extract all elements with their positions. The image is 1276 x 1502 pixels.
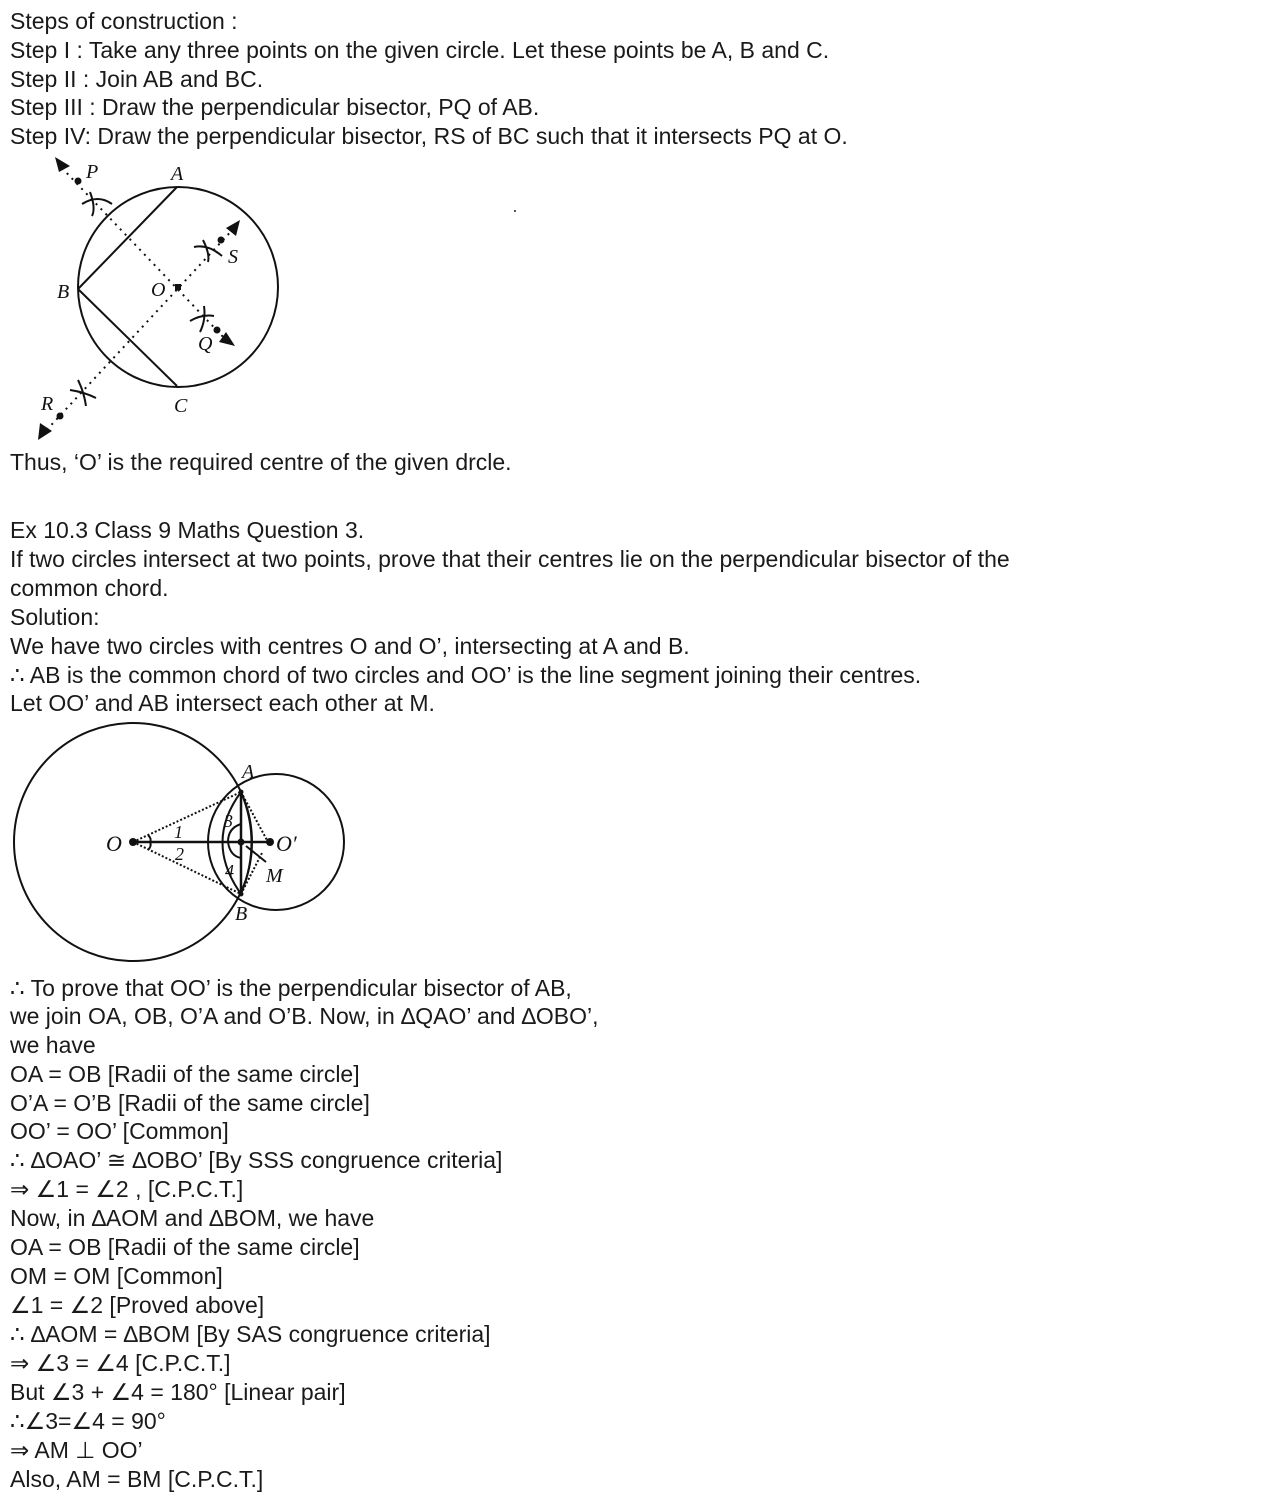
line-o-prime-a: [241, 792, 268, 842]
point-p: [75, 178, 82, 185]
label-q: Q: [198, 333, 213, 355]
arrow-q: [219, 332, 235, 346]
arc-mark: [90, 192, 94, 216]
proof-line-3: we have: [10, 1032, 96, 1058]
question-title: Ex 10.3 Class 9 Maths Question 3.: [10, 517, 365, 543]
step-4: Step IV: Draw the perpendicular bisector, RS of BC such that it intersects PQ at O.: [10, 123, 848, 149]
label-angle-3: 3: [224, 811, 233, 831]
label-angle-4: 4: [225, 861, 234, 881]
point-a: [239, 790, 244, 795]
proof-line-8: ⇒ ∠1 = ∠2 , [C.P.C.T.]: [10, 1176, 244, 1202]
point-o-prime-centre: [266, 838, 274, 846]
arc-mark: [200, 306, 205, 332]
proof-line-11: OM = OM [Common]: [10, 1263, 223, 1289]
arc-mark: [190, 316, 214, 321]
pointer-m: [246, 846, 266, 862]
proof-line-1: ∴ To prove that OO’ is the perpendicular bisector of AB,: [10, 975, 572, 1001]
point-s: [218, 237, 225, 244]
bisector-rs: [42, 226, 236, 435]
question-text-1: If two circles intersect at two points, prove that their centres lie on the perpendicular bisector of the: [10, 546, 1010, 572]
proof-line-17: ⇒ AM ⊥ OO’: [10, 1437, 143, 1463]
label-c: C: [174, 395, 188, 417]
solution-intro-1: We have two circles with centres O and O’, intersecting at A and B.: [10, 633, 690, 659]
proof-line-6: OO’ = OO’ [Common]: [10, 1118, 229, 1144]
label-angle-2: 2: [175, 844, 184, 864]
point-o-centre: [129, 838, 137, 846]
solution-label: Solution:: [10, 604, 100, 630]
proof-line-16: ∴∠3=∠4 = 90°: [10, 1408, 166, 1434]
proof-line-12: ∠1 = ∠2 [Proved above]: [10, 1292, 265, 1318]
point-m: [238, 839, 245, 846]
construction-figure: [0, 150, 320, 450]
arrow-r: [38, 423, 52, 440]
arrow-p: [55, 157, 70, 172]
construction-heading: Steps of construction :: [10, 8, 238, 34]
label-b-point: B: [235, 903, 248, 925]
label-b: B: [57, 281, 70, 303]
construction-conclusion: Thus, ‘O’ is the required centre of the given drcle.: [10, 449, 512, 475]
proof-line-18: Also, AM = BM [C.P.C.T.]: [10, 1466, 264, 1492]
proof-line-7: ∴ ∆OAO’ ≅ ∆OBO’ [By SSS congruence criteria]: [10, 1147, 503, 1173]
proof-line-10: OA = OB [Radii of the same circle]: [10, 1234, 360, 1260]
proof-line-15: But ∠3 + ∠4 = 180° [Linear pair]: [10, 1379, 346, 1405]
label-s: S: [228, 246, 238, 268]
label-a-point: A: [242, 761, 255, 783]
label-m: M: [266, 865, 283, 887]
label-angle-1: 1: [174, 822, 183, 842]
proof-line-14: ⇒ ∠3 = ∠4 [C.P.C.T.]: [10, 1350, 231, 1376]
label-a: A: [171, 163, 184, 185]
label-o-centre: O: [106, 831, 122, 856]
point-q: [214, 327, 221, 334]
point-r: [57, 413, 64, 420]
point-o: [175, 284, 181, 290]
question-text-2: common chord.: [10, 575, 169, 601]
label-o: O: [151, 279, 166, 301]
label-o-prime: O′: [276, 831, 297, 856]
step-3: Step III : Draw the perpendicular bisector, PQ of AB.: [10, 94, 540, 120]
proof-line-5: O’A = O’B [Radii of the same circle]: [10, 1090, 370, 1116]
solution-intro-2: ∴ AB is the common chord of two circles and OO’ is the line segment joining their centres.: [10, 662, 922, 688]
proof-line-4: OA = OB [Radii of the same circle]: [10, 1061, 360, 1087]
proof-line-9: Now, in ∆AOM and ∆BOM, we have: [10, 1205, 375, 1231]
chord-bc: [78, 289, 177, 386]
point-b: [239, 892, 244, 897]
arc-mark: [203, 240, 208, 262]
step-2: Step II : Join AB and BC.: [10, 66, 264, 92]
step-1: Step I : Take any three points on the given circle. Let these points be A, B and C.: [10, 37, 830, 63]
stray-dot: [514, 210, 516, 212]
solution-intro-3: Let OO’ and AB intersect each other at M.: [10, 690, 435, 716]
label-p: P: [86, 161, 99, 183]
label-r: R: [41, 393, 54, 415]
proof-line-2: we join OA, OB, O’A and O’B. Now, in ∆QAO’ and ∆OBO’,: [10, 1003, 599, 1029]
proof-line-13: ∴ ∆AOM = ∆BOM [By SAS congruence criteria]: [10, 1321, 491, 1347]
intersecting-circles-figure: [0, 720, 360, 970]
